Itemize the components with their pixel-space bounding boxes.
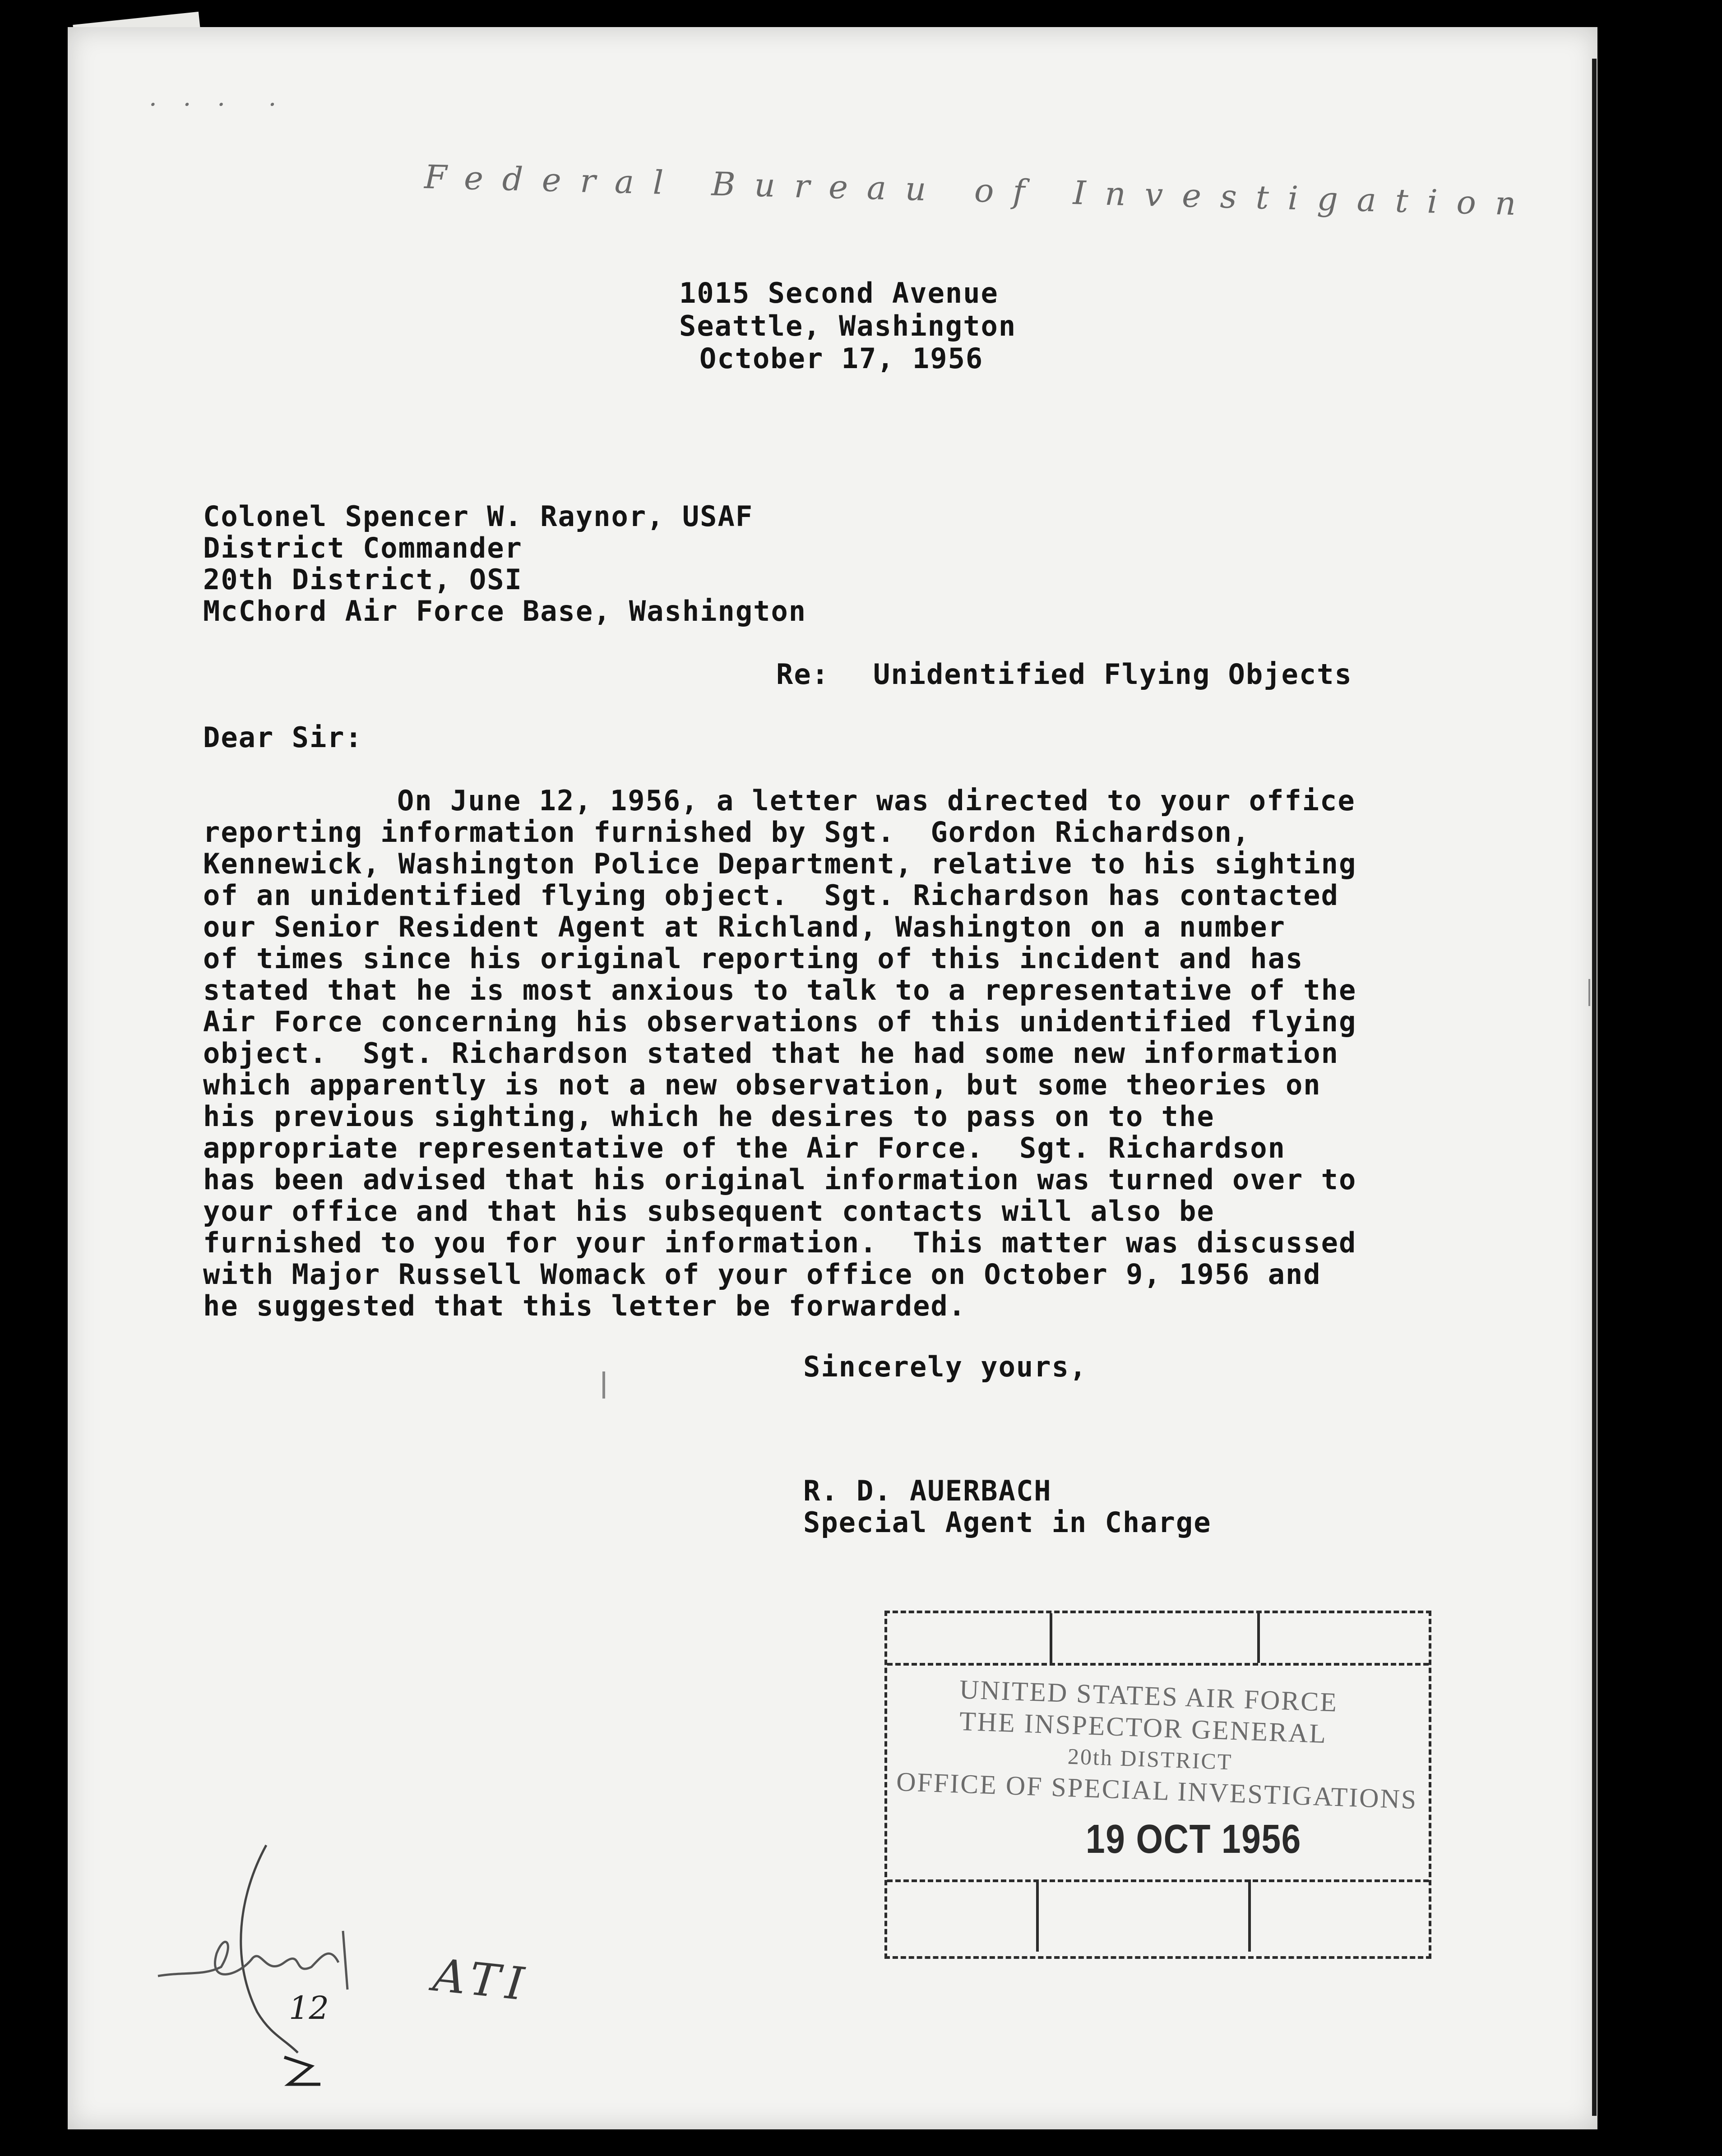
sender-address-line-1: 1015 Second Avenue bbox=[679, 277, 999, 309]
stamp-divider bbox=[1036, 1879, 1039, 1952]
body-line: he suggested that this letter be forwarded. bbox=[203, 1289, 967, 1322]
handwritten-page-number: 12 bbox=[289, 1990, 329, 2027]
received-stamp bbox=[884, 1611, 1431, 1959]
body-line: of times since his original reporting of this incident and has bbox=[203, 942, 1304, 975]
signer-name: R. D. AUERBACH bbox=[803, 1474, 1052, 1507]
handwritten-top-marks: · · · · bbox=[149, 90, 286, 120]
stamp-line-1: UNITED STATES AIR FORCE bbox=[959, 1674, 1339, 1717]
paper-edge bbox=[1592, 59, 1597, 2116]
body-line: which apparently is not a new observation, but some theories on bbox=[203, 1068, 1321, 1101]
body-line: Air Force concerning his observations of this unidentified flying bbox=[203, 1005, 1357, 1038]
body-line: Kennewick, Washington Police Department, relative to his sighting bbox=[203, 847, 1357, 880]
handwritten-header-note: Federal Bureau of Investigation bbox=[424, 157, 1536, 223]
body-line: On June 12, 1956, a letter was directed to your office bbox=[397, 784, 1356, 817]
handwritten-signature bbox=[149, 1841, 645, 2111]
recipient-line-1: Colonel Spencer W. Raynor, USAF bbox=[203, 500, 754, 533]
letter-date: October 17, 1956 bbox=[699, 342, 984, 375]
stamp-divider bbox=[1257, 1613, 1260, 1663]
body-line: appropriate representative of the Air Force. Sgt. Richardson bbox=[203, 1131, 1286, 1164]
stamp-date: 19 OCT 1956 bbox=[1086, 1817, 1301, 1862]
body-line: with Major Russell Womack of your office on October 9, 1956 and bbox=[203, 1258, 1321, 1291]
recipient-line-3: 20th District, OSI bbox=[203, 563, 523, 596]
body-line: furnished to you for your information. This matter was discussed bbox=[203, 1226, 1357, 1259]
signer-title: Special Agent in Charge bbox=[803, 1506, 1212, 1539]
closing: Sincerely yours, bbox=[803, 1350, 1088, 1383]
stamp-divider bbox=[1248, 1879, 1251, 1952]
stamp-divider bbox=[1050, 1613, 1052, 1663]
margin-mark bbox=[1588, 979, 1590, 1006]
stamp-line-3: 20th DISTRICT bbox=[1067, 1743, 1233, 1775]
stamp-divider bbox=[887, 1879, 1429, 1882]
body-line: stated that he is most anxious to talk to a representative of the bbox=[203, 974, 1357, 1006]
body-line: of an unidentified flying object. Sgt. Richardson has contacted bbox=[203, 879, 1339, 912]
body-line: his previous sighting, which he desires to pass on to the bbox=[203, 1100, 1215, 1133]
margin-mark bbox=[602, 1371, 605, 1399]
stamp-line-2: THE INSPECTOR GENERAL bbox=[959, 1706, 1328, 1749]
body-line: object. Sgt. Richardson stated that he had some new information bbox=[203, 1037, 1339, 1070]
body-line: has been advised that his original information was turned over to bbox=[203, 1163, 1357, 1196]
salutation: Dear Sir: bbox=[203, 721, 363, 754]
stamp-line-4: OFFICE OF SPECIAL INVESTIGATIONS bbox=[896, 1766, 1418, 1815]
body-line: your office and that his subsequent contacts will also be bbox=[203, 1195, 1215, 1228]
body-line: reporting information furnished by Sgt. Gordon Richardson, bbox=[203, 816, 1250, 849]
recipient-line-4: McChord Air Force Base, Washington bbox=[203, 595, 807, 628]
stamp-divider bbox=[887, 1663, 1429, 1666]
handwritten-ati-note: ATI bbox=[430, 1948, 533, 2011]
body-line: our Senior Resident Agent at Richland, Washington on a number bbox=[203, 910, 1286, 943]
sender-address-line-2: Seattle, Washington bbox=[679, 309, 1017, 342]
recipient-line-2: District Commander bbox=[203, 531, 523, 564]
re-subject: Unidentified Flying Objects bbox=[873, 658, 1352, 691]
re-label: Re: bbox=[776, 658, 829, 691]
